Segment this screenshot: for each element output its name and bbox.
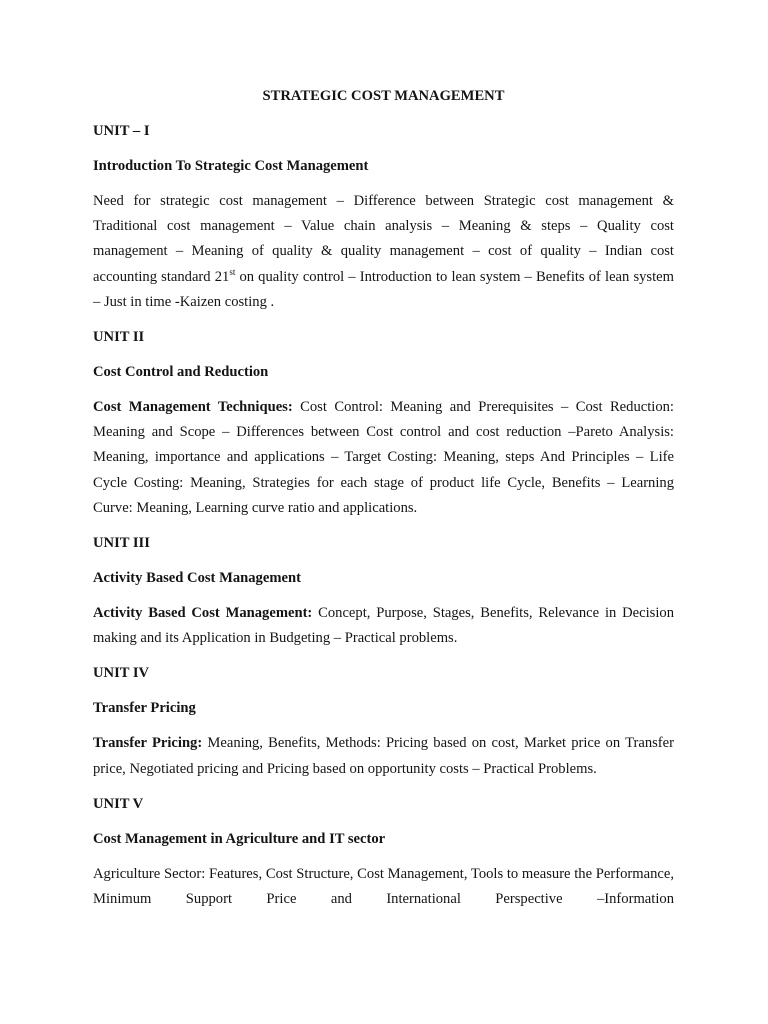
spacer [93, 109, 674, 119]
spacer [93, 721, 674, 731]
unit-4-heading: UNIT IV [93, 665, 150, 682]
unit-5-topic: Cost Management in Agriculture and IT sector [93, 830, 386, 847]
unit-2-lead: Cost Management Techniques: [93, 399, 293, 416]
spacer [93, 556, 674, 566]
unit-3-lead: Activity Based Cost Management: [93, 605, 313, 622]
document-page [93, 84, 674, 912]
spacer [93, 385, 674, 395]
unit-2-heading: UNIT II [93, 329, 145, 346]
unit-3-topic: Activity Based Cost Management [93, 570, 301, 587]
spacer [93, 144, 674, 154]
unit-1-heading: UNIT – I [93, 123, 150, 139]
spacer [93, 350, 674, 360]
spacer [93, 179, 674, 189]
spacer [93, 686, 674, 696]
spacer [93, 315, 674, 325]
unit-4-body [93, 731, 674, 781]
document-title: STRATEGIC COST MANAGEMENT [262, 88, 505, 104]
unit-1-body-text: Need for strategic cost management – Difference between Strategic cost management & Traditional cost management – Value chain analysis – Meaning & steps – Quality cost management – Meaning of quality & quality management – cost of quality – Indian cost accounting standard 21 [93, 193, 674, 285]
unit-2-body-text: Cost Control: Meaning and Prerequisites – Cost Reduction: Meaning and Scope – Differences between Cost control and cost reduction –Pareto Analysis: Meaning, importance and applications – Target Costing: Meaning, steps And Principles – Life Cycle Costing: Meaning, Strategies for each stage of product life Cycle, Benefits – Learning Curve: Meaning, Learning curve ratio and applications. [93, 399, 674, 516]
unit-1-topic: Introduction To Strategic Cost Management [93, 158, 369, 174]
spacer [93, 782, 674, 792]
unit-4-lead: Transfer Pricing: [93, 735, 203, 752]
unit-1-body-superscript: st [229, 266, 236, 277]
unit-5-heading: UNIT V [93, 795, 144, 812]
unit-1-body [93, 189, 674, 315]
spacer [93, 651, 674, 661]
spacer [93, 591, 674, 601]
unit-5-body: Agriculture Sector: Features, Cost Structure, Cost Management, Tools to measure the Performance, Minimum Support Price and International Perspective –Information [93, 865, 674, 908]
spacer [93, 817, 674, 827]
unit-2-body [93, 395, 674, 521]
unit-3-body-text: Concept, Purpose, Stages, Benefits, Relevance in Decision making and its Application in Budgeting – Practical problems. [93, 605, 674, 647]
spacer [93, 521, 674, 531]
unit-4-body-text: Meaning, Benefits, Methods: Pricing based on cost, Market price on Transfer price, Negotiated pricing and Pricing based on opportunity costs – Practical Problems. [93, 735, 674, 777]
unit-3-heading: UNIT III [93, 535, 150, 552]
unit-3-body [93, 601, 674, 651]
spacer [93, 852, 674, 862]
unit-1-body-text-continued: on quality control – Introduction to lean system – Benefits of lean system – Just in time -Kaizen costing . [93, 268, 674, 310]
unit-2-topic: Cost Control and Reduction [93, 364, 269, 381]
unit-4-topic: Transfer Pricing [93, 700, 196, 717]
